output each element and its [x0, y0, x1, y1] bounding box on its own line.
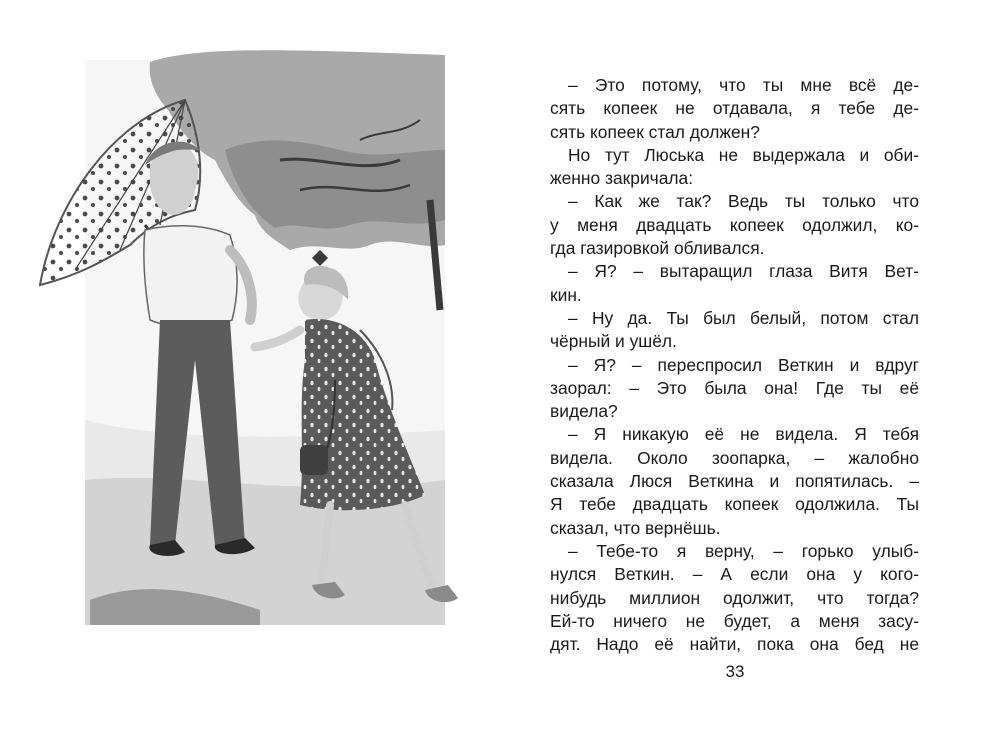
- text-line: сять копеек стал должен?: [550, 121, 760, 142]
- text-line: – Ну да. Ты был белый, потом стал: [568, 307, 919, 328]
- text-line: – Как же так? Ведь ты только что: [568, 191, 919, 212]
- text-line: видела. Около зоопарка, – жалобно: [550, 447, 919, 468]
- text-line: нибудь миллион одолжит, что тогда?: [550, 587, 919, 608]
- text-line: Но тут Люська не выдержала и оби-: [568, 144, 919, 165]
- text-line: Я тебе двадцать копеек одолжила. Ты: [550, 494, 919, 515]
- text-line: сказала Люся Веткина и попятилась. –: [550, 471, 919, 492]
- text-line: – Я никакую её не видела. Я тебя: [568, 424, 919, 445]
- illustration: [0, 0, 500, 750]
- text-column: [550, 74, 919, 656]
- text-line: гда газировкой обливался.: [550, 238, 765, 259]
- text-line: – Я? – переспросил Веткин и вдруг: [568, 354, 919, 375]
- text-line: женно закричала:: [550, 168, 694, 189]
- illustration-svg: [0, 0, 500, 750]
- text-line: дят. Надо её найти, пока она бед не: [550, 634, 919, 655]
- text-line: Ей-то ничего не будет, а меня засу-: [550, 610, 919, 631]
- text-line: – Тебе-то я верну, – горько улыб-: [568, 540, 919, 561]
- text-line: у меня двадцать копеек одолжил, ко-: [550, 214, 919, 235]
- text-line: видела?: [550, 401, 618, 422]
- text-line: – Это потому, что ты мне всё де-: [568, 75, 919, 95]
- text-line: сять копеек не отдавала, я тебе де-: [550, 98, 919, 119]
- text-line: заорал: – Это была она! Где ты её: [550, 377, 919, 398]
- text-line: сказал, что вернёшь.: [550, 517, 721, 538]
- text-line: кин.: [550, 284, 582, 305]
- text-line: нулся Веткин. – А если она у кого-: [550, 564, 919, 585]
- text-line: чёрный и ушёл.: [550, 331, 677, 352]
- page-number: 33: [725, 662, 745, 681]
- text-line: – Я? – вытаращил глаза Витя Вет-: [568, 261, 919, 282]
